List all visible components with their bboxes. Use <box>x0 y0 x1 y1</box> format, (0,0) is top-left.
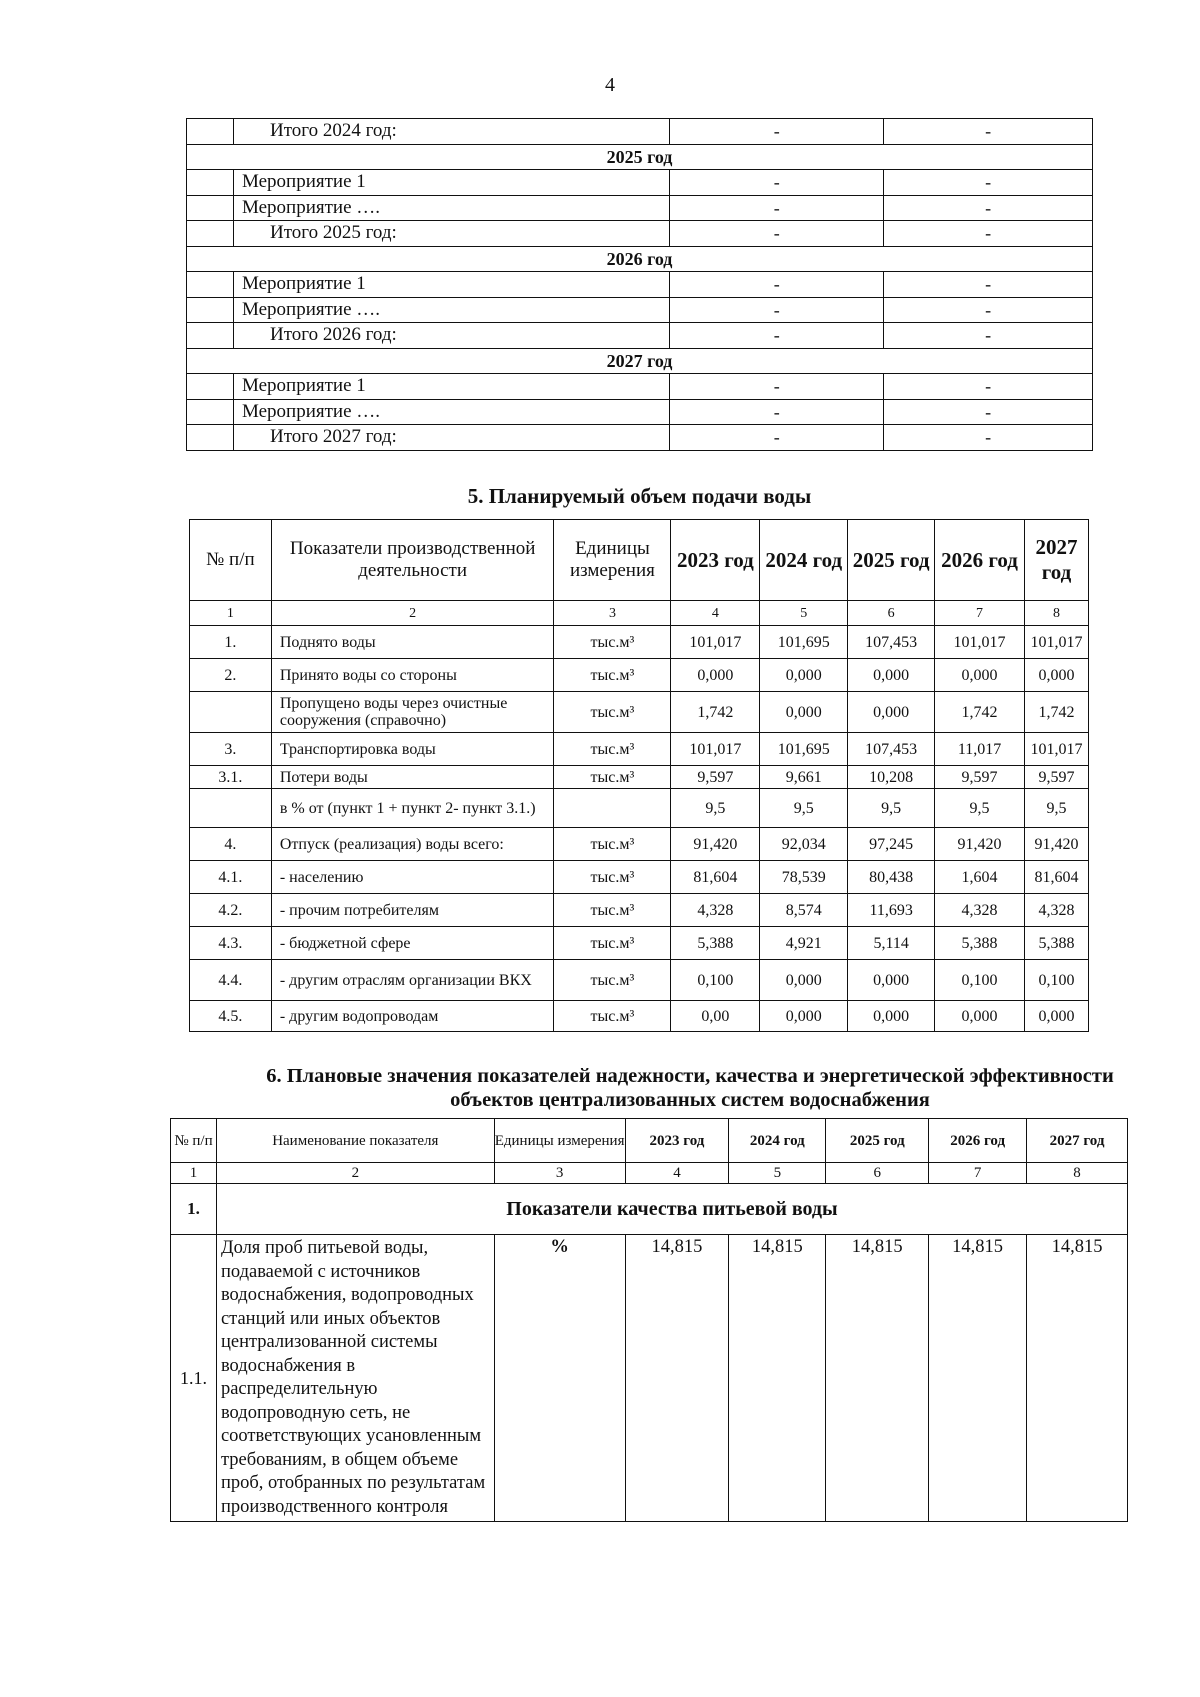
row-value: 0,000 <box>760 659 848 692</box>
row-number: 4. <box>190 828 272 861</box>
row-value: 1,604 <box>935 861 1025 894</box>
column-number: 7 <box>935 601 1025 626</box>
row-value: 0,000 <box>848 1001 935 1032</box>
activity-value: - <box>884 323 1093 349</box>
row-indicator: - бюджетной сфере <box>271 927 554 960</box>
row-unit: тыс.м³ <box>554 733 671 766</box>
header-year: 2025 год <box>826 1119 929 1163</box>
row-unit: тыс.м³ <box>554 659 671 692</box>
group-title: Показатели качества питьевой воды <box>216 1184 1127 1235</box>
header-year: 2023 год <box>671 520 760 601</box>
table-row <box>190 828 1089 861</box>
table-row <box>190 766 1089 789</box>
row-value: 14,815 <box>729 1235 826 1522</box>
table-row <box>187 323 1093 349</box>
activity-label: Мероприятие 1 <box>233 272 669 298</box>
activity-value: - <box>670 119 884 145</box>
section5-title: 5. Планируемый объем подачи воды <box>467 484 812 508</box>
header-year: 2027 год <box>1024 520 1088 601</box>
activity-label: Итого 2026 год: <box>233 323 669 349</box>
year-row <box>187 348 1093 374</box>
header-unit: Единицы измерения <box>494 1119 625 1163</box>
column-number: 2 <box>271 601 554 626</box>
row-value: 9,5 <box>1024 789 1088 828</box>
activity-label: Мероприятие …. <box>233 297 669 323</box>
activity-value: - <box>884 195 1093 221</box>
table-header-row <box>171 1119 1128 1163</box>
row-unit: тыс.м³ <box>554 1001 671 1032</box>
row-value: 0,100 <box>671 960 760 1001</box>
header-year: 2026 год <box>929 1119 1027 1163</box>
water-supply-table <box>189 519 1089 1032</box>
row-unit: тыс.м³ <box>554 626 671 659</box>
header-no: № п/п <box>171 1119 217 1163</box>
row-value: 5,388 <box>935 927 1025 960</box>
row-value: 1,742 <box>671 692 760 733</box>
table-row <box>190 789 1089 828</box>
column-number: 4 <box>671 601 760 626</box>
row-value: 9,5 <box>671 789 760 828</box>
page-number: 4 <box>605 74 615 96</box>
row-value: 107,453 <box>848 626 935 659</box>
row-value: 91,420 <box>671 828 760 861</box>
row-unit: тыс.м³ <box>554 692 671 733</box>
year-heading: 2025 год <box>187 144 1093 170</box>
row-value: 101,695 <box>760 733 848 766</box>
row-value: 92,034 <box>760 828 848 861</box>
row-number: 4.4. <box>190 960 272 1001</box>
row-indicator: - другим водопроводам <box>271 1001 554 1032</box>
row-number: 2. <box>190 659 272 692</box>
activity-label: Итого 2027 год: <box>233 425 669 451</box>
column-number: 3 <box>494 1163 625 1184</box>
row-value: 0,000 <box>671 659 760 692</box>
table-row <box>190 659 1089 692</box>
row-value: 9,661 <box>760 766 848 789</box>
row-indicator: Пропущено воды через очистные сооружения (справочно) <box>271 692 554 733</box>
row-value: 9,597 <box>935 766 1025 789</box>
activity-label: Мероприятие …. <box>233 399 669 425</box>
row-value: 4,921 <box>760 927 848 960</box>
row-number <box>190 692 272 733</box>
table-row <box>190 960 1089 1001</box>
row-indicator: Транспортировка воды <box>271 733 554 766</box>
header-year: 2024 год <box>729 1119 826 1163</box>
row-value: 11,693 <box>848 894 935 927</box>
table-row <box>190 894 1089 927</box>
row-value: 9,5 <box>760 789 848 828</box>
row-value: 14,815 <box>929 1235 1027 1522</box>
row-value: 0,000 <box>760 960 848 1001</box>
row-value: 101,695 <box>760 626 848 659</box>
row-value: 0,000 <box>1024 1001 1088 1032</box>
activity-value: - <box>884 221 1093 247</box>
column-number: 7 <box>929 1163 1027 1184</box>
row-value: 0,100 <box>935 960 1025 1001</box>
row-indicator: - населению <box>271 861 554 894</box>
column-number-row <box>171 1163 1128 1184</box>
table-header-row <box>190 520 1089 601</box>
row-number-cell <box>187 195 234 221</box>
column-number: 5 <box>729 1163 826 1184</box>
header-year: 2025 год <box>848 520 935 601</box>
row-value: 0,000 <box>760 692 848 733</box>
row-value: 0,000 <box>848 692 935 733</box>
activity-value: - <box>884 399 1093 425</box>
row-indicator: Поднято воды <box>271 626 554 659</box>
row-number: 3. <box>190 733 272 766</box>
activity-label: Итого 2024 год: <box>233 119 669 145</box>
activity-value: - <box>884 425 1093 451</box>
row-number-cell <box>187 272 234 298</box>
row-value: 0,000 <box>935 1001 1025 1032</box>
table-row <box>187 374 1093 400</box>
row-number <box>190 789 272 828</box>
row-unit: тыс.м³ <box>554 927 671 960</box>
column-number: 6 <box>848 601 935 626</box>
group-number: 1. <box>171 1184 217 1235</box>
activity-value: - <box>884 170 1093 196</box>
row-value: 0,00 <box>671 1001 760 1032</box>
header-indicator: Показатели производственной деятельности <box>271 520 554 601</box>
row-indicator: Принято воды со стороны <box>271 659 554 692</box>
activity-label: Мероприятие …. <box>233 195 669 221</box>
table-row <box>190 927 1089 960</box>
column-number: 2 <box>216 1163 494 1184</box>
row-value: 0,000 <box>935 659 1025 692</box>
row-number: 1.1. <box>171 1235 217 1522</box>
row-indicator: Потери воды <box>271 766 554 789</box>
activity-value: - <box>670 323 884 349</box>
activity-value: - <box>670 195 884 221</box>
row-value: 4,328 <box>1024 894 1088 927</box>
row-unit: тыс.м³ <box>554 960 671 1001</box>
row-value: 5,114 <box>848 927 935 960</box>
row-value: 14,815 <box>625 1235 729 1522</box>
activity-value: - <box>670 221 884 247</box>
row-value: 78,539 <box>760 861 848 894</box>
row-unit: тыс.м³ <box>554 828 671 861</box>
row-unit: тыс.м³ <box>554 766 671 789</box>
year-heading: 2026 год <box>187 246 1093 272</box>
table-row <box>190 733 1089 766</box>
row-value: 0,000 <box>760 1001 848 1032</box>
row-number-cell <box>187 297 234 323</box>
activity-value: - <box>670 170 884 196</box>
header-no: № п/п <box>190 520 272 601</box>
column-number-row <box>190 601 1089 626</box>
row-value: 4,328 <box>935 894 1025 927</box>
header-unit: Единицы измерения <box>554 520 671 601</box>
row-value: 81,604 <box>1024 861 1088 894</box>
table-row <box>190 626 1089 659</box>
row-value: 5,388 <box>1024 927 1088 960</box>
row-value: 5,388 <box>671 927 760 960</box>
row-indicator: - другим отраслям организации ВКХ <box>271 960 554 1001</box>
row-number-cell <box>187 221 234 247</box>
row-number: 1. <box>190 626 272 659</box>
row-number-cell <box>187 170 234 196</box>
activity-value: - <box>670 399 884 425</box>
row-number: 4.5. <box>190 1001 272 1032</box>
activity-value: - <box>884 297 1093 323</box>
activity-label: Итого 2025 год: <box>233 221 669 247</box>
table-row <box>187 119 1093 145</box>
row-value: 9,5 <box>848 789 935 828</box>
row-value: 0,000 <box>848 960 935 1001</box>
activities-table <box>186 118 1093 451</box>
row-indicator: в % от (пункт 1 + пункт 2- пункт 3.1.) <box>271 789 554 828</box>
row-value: 80,438 <box>848 861 935 894</box>
activity-value: - <box>884 119 1093 145</box>
row-value: 14,815 <box>826 1235 929 1522</box>
row-value: 14,815 <box>1027 1235 1128 1522</box>
table-row <box>187 297 1093 323</box>
row-value: 1,742 <box>1024 692 1088 733</box>
activity-value: - <box>670 374 884 400</box>
row-value: 101,017 <box>1024 626 1088 659</box>
header-year: 2024 год <box>760 520 848 601</box>
table-row <box>187 221 1093 247</box>
row-value: 0,000 <box>1024 659 1088 692</box>
activity-value: - <box>670 425 884 451</box>
row-value: 0,100 <box>1024 960 1088 1001</box>
row-value: 10,208 <box>848 766 935 789</box>
table-row <box>190 861 1089 894</box>
row-value: 81,604 <box>671 861 760 894</box>
year-row <box>187 144 1093 170</box>
group-row <box>171 1184 1128 1235</box>
row-number-cell <box>187 399 234 425</box>
activity-label: Мероприятие 1 <box>233 170 669 196</box>
header-indicator: Наименование показателя <box>216 1119 494 1163</box>
row-value: 9,597 <box>1024 766 1088 789</box>
activity-value: - <box>670 297 884 323</box>
header-year: 2026 год <box>935 520 1025 601</box>
row-number: 3.1. <box>190 766 272 789</box>
row-value: 91,420 <box>1024 828 1088 861</box>
row-indicator: - прочим потребителям <box>271 894 554 927</box>
year-heading: 2027 год <box>187 348 1093 374</box>
row-indicator: Доля проб питьевой воды, подаваемой с источников водоснабжения, водопроводных станций или иных объектов централизованной системы водоснабжения в распределительную водопроводную сеть, не соответствующих усановленным требованиям, в общем объеме проб, отобранных по результатам производственного контроля <box>216 1235 494 1522</box>
row-number-cell <box>187 119 234 145</box>
activity-label: Мероприятие 1 <box>233 374 669 400</box>
table-row <box>190 1001 1089 1032</box>
activity-value: - <box>884 374 1093 400</box>
row-unit <box>554 789 671 828</box>
table-row <box>187 170 1093 196</box>
column-number: 8 <box>1024 601 1088 626</box>
row-number: 4.1. <box>190 861 272 894</box>
year-row <box>187 246 1093 272</box>
table-row <box>187 399 1093 425</box>
table-row <box>190 692 1089 733</box>
quality-indicators-table <box>170 1118 1128 1522</box>
row-value: 0,000 <box>848 659 935 692</box>
row-number-cell <box>187 323 234 349</box>
row-value: 11,017 <box>935 733 1025 766</box>
row-value: 8,574 <box>760 894 848 927</box>
row-value: 97,245 <box>848 828 935 861</box>
activities-table-body <box>187 119 1093 451</box>
table-row <box>187 272 1093 298</box>
row-value: 9,597 <box>671 766 760 789</box>
row-indicator: Отпуск (реализация) воды всего: <box>271 828 554 861</box>
table-row <box>187 195 1093 221</box>
column-number: 6 <box>826 1163 929 1184</box>
column-number: 1 <box>190 601 272 626</box>
activity-value: - <box>884 272 1093 298</box>
row-number-cell <box>187 425 234 451</box>
row-number-cell <box>187 374 234 400</box>
row-value: 91,420 <box>935 828 1025 861</box>
row-value: 101,017 <box>935 626 1025 659</box>
column-number: 4 <box>625 1163 729 1184</box>
section6-title: 6. Плановые значения показателей надежности, качества и энергетической эффективности объектов централизованных систем водоснабжения <box>266 1065 1114 1111</box>
table-row <box>187 425 1093 451</box>
water-supply-table-body <box>190 520 1089 1032</box>
row-unit: тыс.м³ <box>554 894 671 927</box>
row-number: 4.2. <box>190 894 272 927</box>
row-value: 107,453 <box>848 733 935 766</box>
column-number: 1 <box>171 1163 217 1184</box>
header-year: 2027 год <box>1027 1119 1128 1163</box>
column-number: 5 <box>760 601 848 626</box>
row-unit: % <box>494 1235 625 1522</box>
row-unit: тыс.м³ <box>554 861 671 894</box>
row-value: 101,017 <box>671 733 760 766</box>
activity-value: - <box>670 272 884 298</box>
row-value: 101,017 <box>671 626 760 659</box>
row-value: 4,328 <box>671 894 760 927</box>
table-row <box>171 1235 1128 1522</box>
row-value: 1,742 <box>935 692 1025 733</box>
column-number: 8 <box>1027 1163 1128 1184</box>
column-number: 3 <box>554 601 671 626</box>
header-year: 2023 год <box>625 1119 729 1163</box>
row-number: 4.3. <box>190 927 272 960</box>
row-value: 101,017 <box>1024 733 1088 766</box>
row-value: 9,5 <box>935 789 1025 828</box>
